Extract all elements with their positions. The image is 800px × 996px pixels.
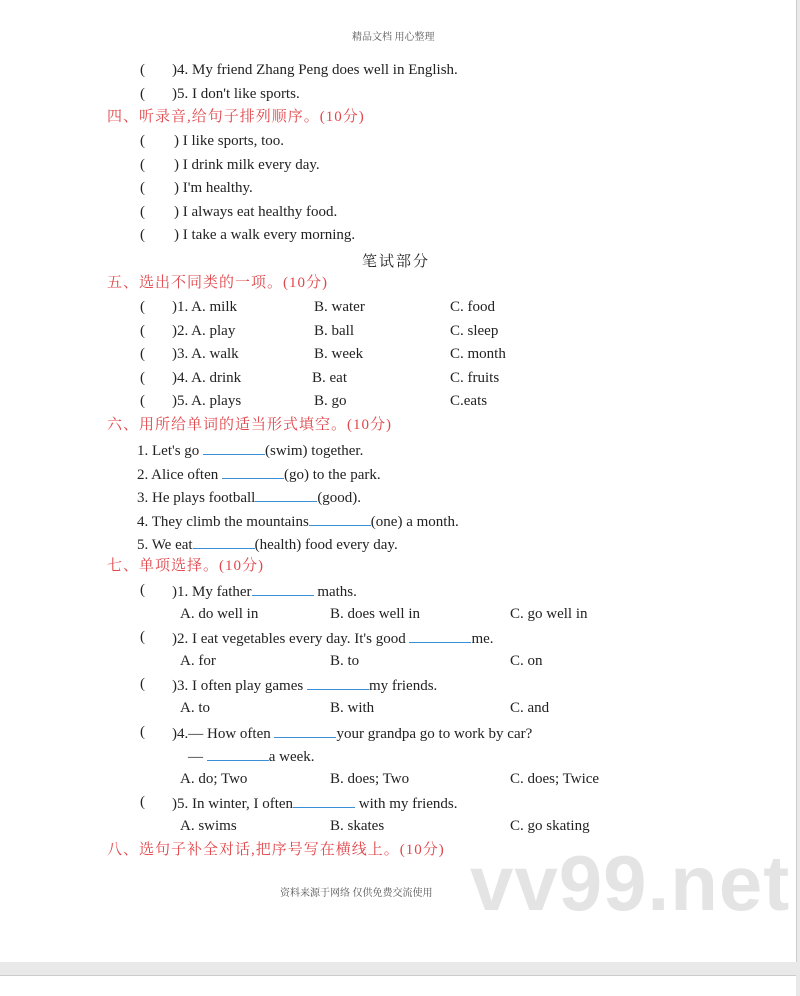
option-a: A. swims [180, 818, 237, 834]
option-c: C. and [510, 700, 550, 716]
choice-options [180, 770, 600, 788]
choice-options [180, 652, 543, 670]
page-footer: 资料来源于网络 仅供免费交流使用 [280, 888, 433, 899]
ordering-item: ( ) I'm healthy. [140, 180, 253, 197]
option-a: A. do; Two [180, 770, 248, 787]
odd-one-out-item: ( )2. A. play B. ball C. sleep [140, 322, 499, 339]
answer-blank[interactable] [255, 487, 317, 502]
odd-one-out-item: ( )4. A. drink B. eat C. fruits [140, 369, 500, 386]
choice-question-line2: — a week. [188, 746, 315, 766]
answer-blank[interactable] [307, 675, 369, 690]
ordering-item: ( ) I drink milk every day. [140, 156, 320, 173]
option-a: A. do well in [180, 605, 259, 622]
choice-question: ( )3. I often play games my friends. [140, 676, 438, 695]
choice-question: ( )5. In winter, I often with my friends. [140, 794, 458, 813]
choice-options [180, 699, 550, 717]
question-line: ( )4. My friend Zhang Peng does well in English. [140, 62, 458, 78]
ordering-item: ( ) I like sports, too. [140, 133, 284, 149]
option-b: B. skates [330, 818, 385, 834]
option-b: B. does; Two [330, 770, 410, 787]
answer-blank[interactable] [409, 628, 471, 643]
answer-blank[interactable] [207, 746, 269, 761]
option-a: A. to [180, 700, 210, 716]
answer-blank[interactable] [293, 793, 355, 808]
answer-blank[interactable] [203, 440, 265, 455]
section-4-title: 四、听录音,给句子排列顺序。(10分) [107, 109, 365, 125]
next-page [0, 975, 796, 996]
fill-blank-item: 2. Alice often (go) to the park. [137, 464, 381, 484]
answer-blank[interactable] [193, 534, 255, 549]
ordering-item: ( ) I always eat healthy food. [140, 203, 338, 220]
option-a: A. for [180, 652, 216, 669]
fill-blank-item: 4. They climb the mountains (one) a month. [137, 511, 459, 531]
ordering-item: ( ) I take a walk every morning. [140, 227, 356, 244]
choice-question: ( )4.— How often your grandpa go to work by car? [140, 723, 533, 742]
option-b: B. with [330, 700, 375, 716]
section-8-title: 八、选句子补全对话,把序号写在横线上。(10分) [107, 842, 445, 858]
question-line: ( )5. I don't like sports. [140, 86, 300, 102]
choice-options [180, 817, 590, 835]
section-7-title: 七、单项选择。(10分) [107, 558, 264, 574]
option-b: B. to [330, 652, 360, 669]
answer-blank[interactable] [309, 511, 371, 526]
answer-blank[interactable] [252, 581, 314, 596]
fill-blank-item: 3. He plays football (good). [137, 487, 361, 507]
answer-blank[interactable] [274, 723, 336, 738]
watermark: vv99.net [470, 839, 791, 927]
fill-blank-item: 1. Let's go (swim) together. [137, 440, 363, 460]
odd-one-out-item: ( )3. A. walk B. week C. month [140, 346, 506, 363]
written-part-title: 笔试部分 [362, 254, 431, 270]
option-c: C. go skating [510, 818, 590, 834]
option-c: C. on [510, 652, 543, 669]
page-header: 精品文档 用心整理 [352, 32, 435, 43]
fill-blank-item: 5. We eat (health) food every day. [137, 534, 398, 554]
section-5-title: 五、选出不同类的一项。(10分) [107, 275, 328, 291]
answer-blank[interactable] [222, 464, 284, 479]
choice-question: ( )1. My father maths. [140, 582, 357, 600]
choice-question: ( )2. I eat vegetables every day. It's good me. [140, 629, 494, 648]
option-c: C. does; Twice [510, 770, 600, 787]
section-6-title: 六、用所给单词的适当形式填空。(10分) [107, 417, 392, 433]
choice-options [180, 605, 588, 623]
option-b: B. does well in [330, 605, 420, 622]
odd-one-out-item: ( )1. A. milk B. water C. food [140, 299, 495, 315]
option-c: C. go well in [510, 605, 588, 622]
odd-one-out-item: ( )5. A. plays B. go C.eats [140, 393, 488, 410]
